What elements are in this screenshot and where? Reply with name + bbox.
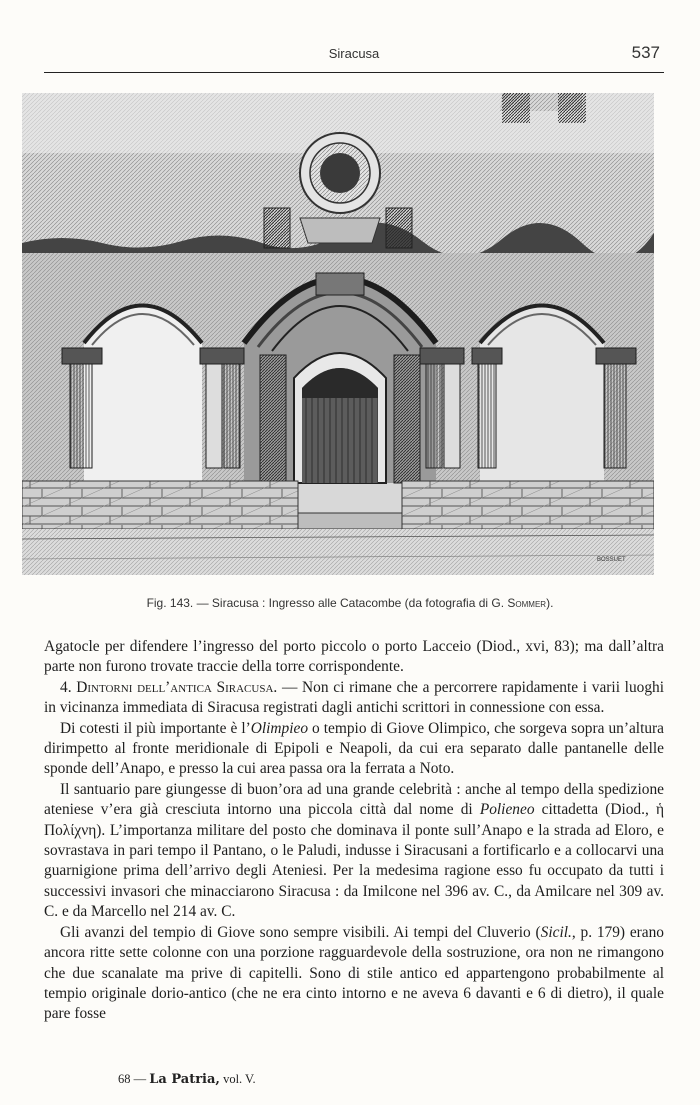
p4-mid: cittadetta (Diod., ἡ Πολίχνη). L’importanza militare del posto che dominava il ponte sull’Anapo e la strada ad Eloro, e sovrastava in pari tempo il Pantano, o le Paludi, indusse i Siracusani a fortificarlo e a collocarvi una guarnigione prima dell’arrivo degli Ateniesi. Per la medesima ragione esso fu occupato da tutti i successivi invasori che minacciarono Siracusa : da Imilcone nel 396 av. C., da Amilcare nel 309 av. C. e da Marcello nel 214 av. C. — [44, 801, 664, 921]
p4-italic: Polieneo — [479, 801, 535, 819]
figure-caption — [0, 596, 700, 610]
page-number: 537 — [631, 43, 660, 62]
p5-start: Gli avanzi del tempio di Giove sono sempre visibili. Ai tempi del Cluverio ( — [60, 923, 541, 941]
p3-start: Di cotesti il più importante è l’ — [60, 719, 251, 737]
p4-start: Il santuario pare giungesse di buon’ora ad una grande celebrità : anche al tempo della spedizione ateniese v’era già cresciuta intorno una piccola città dal nome di — [44, 780, 664, 819]
p3-italic: Olimpieo — [250, 719, 309, 737]
paragraph-1: Agatocle per difendere l’ingresso del porto piccolo o porto Lacceio (Diod., xvi, 83); ma dall’altra parte non furono trovate traccie della torre corrispondente. — [44, 638, 664, 676]
page-footer — [118, 1072, 256, 1087]
running-title: Siracusa — [328, 46, 380, 61]
caption-suffix: ). — [546, 596, 554, 610]
paragraph-3 — [44, 719, 664, 780]
footer-volume: vol. V. — [223, 1072, 256, 1086]
catacomb-entrance-engraving — [22, 93, 654, 575]
running-head — [44, 44, 664, 73]
caption-text: Fig. 143. — Siracusa : Ingresso alle Catacombe (da fotografia di G. — [146, 596, 508, 610]
section-heading: 4. Dintorni dell’antica Siracusa. — [60, 678, 278, 696]
p3-rest: o tempio di Giove Olimpico, che sorgeva sopra un’altura dirimpetto al fronte meridionale di Epipoli e Neapoli, da cui era separato dalle pantanelle delle sponde dell’Anapo, e presso la cui area passa ora la ferrata a Noto. — [44, 719, 664, 778]
p5-italic: Sicil. — [540, 923, 572, 941]
engraver-signature: BOSSUET — [597, 557, 626, 563]
paragraph-2 — [44, 678, 664, 719]
caption-author: Sommer — [507, 596, 547, 610]
p5-rest: , p. 179) erano ancora ritte sette colonne con una porzione ragguardevole della sostruzione, ora non ne rimangono che due scanalate ma prive di capitelli. Sono di stile antico ed appartengono probabilmente al tempio originale dorio-antico (che ne era cinto intorno e ne aveva 6 davanti e 6 di dietro), il quale pare fosse — [44, 923, 665, 1023]
footer-signature: 68 — — [118, 1072, 147, 1086]
body-text — [44, 637, 664, 1025]
footer-journal: La Patria, — [149, 1072, 220, 1087]
paragraph-5 — [44, 923, 664, 1025]
paragraph-2-text: — Non ci rimane che a percorrere rapidamente i varii luoghi in vicinanza immediata di Siracusa registrati dagli antichi scrittori in connessione con essa. — [44, 678, 665, 717]
paragraph-4 — [44, 780, 664, 923]
